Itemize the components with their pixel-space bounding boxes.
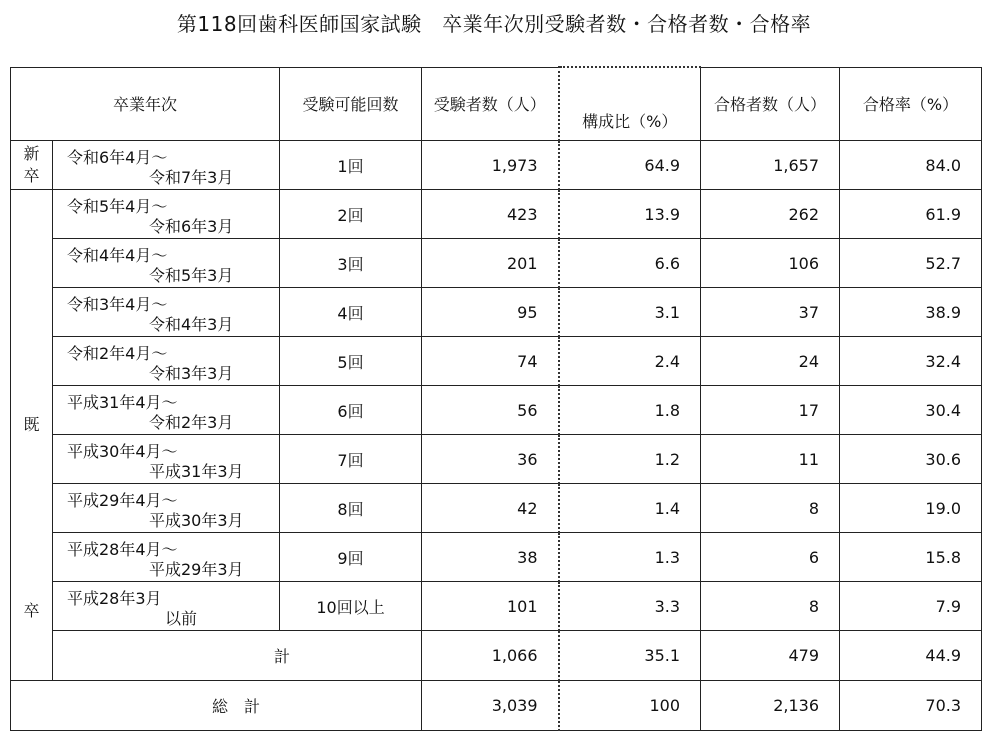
total-row <box>11 681 982 731</box>
attempts-cell: 9回 <box>280 533 422 582</box>
passers-cell: 11 <box>701 435 840 484</box>
ratio-cell: 1.2 <box>559 435 701 484</box>
attempts-cell: 5回 <box>280 337 422 386</box>
pass-rate-cell: 52.7 <box>840 239 982 288</box>
ratio-cell: 6.6 <box>559 239 701 288</box>
examinees-cell: 1,973 <box>422 141 559 190</box>
grad-period <box>53 533 280 582</box>
passers-cell: 8 <box>701 582 840 631</box>
header-examinees: 受験者数（人） <box>422 67 559 141</box>
period-to: 令和5年3月 <box>149 266 234 285</box>
ratio-cell: 3.3 <box>559 582 701 631</box>
header-ratio: 構成比（%） <box>559 67 701 141</box>
period-from: 令和5年4月～ <box>67 197 168 216</box>
period-to: 令和2年3月 <box>149 413 234 432</box>
header-attempts: 受験可能回数 <box>280 67 422 141</box>
grad-period <box>53 288 280 337</box>
passers-cell: 37 <box>701 288 840 337</box>
passers-cell: 17 <box>701 386 840 435</box>
grad-period <box>53 239 280 288</box>
table-row <box>11 484 982 533</box>
period-from: 平成31年4月～ <box>67 393 178 412</box>
group-repeat-grad <box>11 190 53 681</box>
group-new-grad <box>11 141 53 190</box>
examinees-cell: 36 <box>422 435 559 484</box>
pass-rate-cell: 84.0 <box>840 141 982 190</box>
group-repeat-char-2: 卒 <box>23 601 40 620</box>
table-row <box>11 582 982 631</box>
attempts-cell: 3回 <box>280 239 422 288</box>
ratio-cell: 3.1 <box>559 288 701 337</box>
table-row <box>11 386 982 435</box>
period-from: 令和6年4月～ <box>67 148 168 167</box>
subtotal-label: 計 <box>53 631 422 681</box>
passers-cell: 24 <box>701 337 840 386</box>
ratio-cell: 1.3 <box>559 533 701 582</box>
attempts-cell: 4回 <box>280 288 422 337</box>
subtotal-examinees: 1,066 <box>422 631 559 681</box>
period-from: 令和3年4月～ <box>67 295 168 314</box>
total-rate: 70.3 <box>840 681 982 731</box>
subtotal-row <box>11 631 982 681</box>
period-to: 令和6年3月 <box>149 217 234 236</box>
period-to: 平成30年3月 <box>149 511 244 530</box>
period-from: 平成28年4月～ <box>67 540 178 559</box>
examinees-cell: 42 <box>422 484 559 533</box>
header-passers: 合格者数（人） <box>701 67 840 141</box>
period-from: 平成28年3月 <box>67 589 162 608</box>
page-title: 第118回歯科医師国家試験 卒業年次別受験者数・合格者数・合格率 <box>176 12 812 36</box>
table-row <box>11 435 982 484</box>
passers-cell: 8 <box>701 484 840 533</box>
pass-rate-cell: 30.4 <box>840 386 982 435</box>
passers-cell: 106 <box>701 239 840 288</box>
examinees-cell: 423 <box>422 190 559 239</box>
ratio-cell: 2.4 <box>559 337 701 386</box>
subtotal-ratio: 35.1 <box>559 631 701 681</box>
grad-period <box>53 141 280 190</box>
pass-rate-cell: 38.9 <box>840 288 982 337</box>
attempts-cell: 10回以上 <box>280 582 422 631</box>
ratio-cell: 1.8 <box>559 386 701 435</box>
total-passers: 2,136 <box>701 681 840 731</box>
group-repeat-char-1: 既 <box>23 415 40 434</box>
examinees-cell: 201 <box>422 239 559 288</box>
passers-cell: 6 <box>701 533 840 582</box>
table-row <box>11 337 982 386</box>
pass-rate-cell: 15.8 <box>840 533 982 582</box>
grad-period <box>53 582 280 631</box>
ratio-cell: 13.9 <box>559 190 701 239</box>
passers-cell: 1,657 <box>701 141 840 190</box>
examinees-cell: 56 <box>422 386 559 435</box>
group-new-grad-char-2: 卒 <box>23 166 40 185</box>
subtotal-passers: 479 <box>701 631 840 681</box>
total-examinees: 3,039 <box>422 681 559 731</box>
pass-rate-cell: 19.0 <box>840 484 982 533</box>
table-row <box>11 190 982 239</box>
period-to: 以前 <box>165 609 198 628</box>
period-to: 令和4年3月 <box>149 315 234 334</box>
period-from: 令和4年4月～ <box>67 246 168 265</box>
total-ratio: 100 <box>559 681 701 731</box>
period-to: 平成29年3月 <box>149 560 244 579</box>
group-new-grad-char-1: 新 <box>23 144 40 163</box>
attempts-cell: 1回 <box>280 141 422 190</box>
examinees-cell: 74 <box>422 337 559 386</box>
passers-cell: 262 <box>701 190 840 239</box>
grad-period <box>53 435 280 484</box>
pass-rate-cell: 61.9 <box>840 190 982 239</box>
grad-period <box>53 484 280 533</box>
examinees-cell: 101 <box>422 582 559 631</box>
results-table <box>10 66 982 731</box>
header-pass-rate: 合格率（%） <box>840 67 982 141</box>
period-to: 令和3年3月 <box>149 364 234 383</box>
grad-period <box>53 337 280 386</box>
subtotal-rate: 44.9 <box>840 631 982 681</box>
ratio-cell: 64.9 <box>559 141 701 190</box>
attempts-cell: 2回 <box>280 190 422 239</box>
attempts-cell: 7回 <box>280 435 422 484</box>
period-from: 平成29年4月～ <box>67 491 178 510</box>
pass-rate-cell: 30.6 <box>840 435 982 484</box>
period-to: 平成31年3月 <box>149 462 244 481</box>
period-to: 令和7年3月 <box>149 168 234 187</box>
grad-period <box>53 190 280 239</box>
attempts-cell: 8回 <box>280 484 422 533</box>
ratio-cell: 1.4 <box>559 484 701 533</box>
total-label: 総 計 <box>11 681 422 731</box>
period-from: 平成30年4月～ <box>67 442 178 461</box>
table-row <box>11 288 982 337</box>
table-row <box>11 533 982 582</box>
header-grad-year: 卒業年次 <box>11 67 280 141</box>
examinees-cell: 38 <box>422 533 559 582</box>
grad-period <box>53 386 280 435</box>
examinees-cell: 95 <box>422 288 559 337</box>
table-row <box>11 239 982 288</box>
attempts-cell: 6回 <box>280 386 422 435</box>
pass-rate-cell: 7.9 <box>840 582 982 631</box>
pass-rate-cell: 32.4 <box>840 337 982 386</box>
period-from: 令和2年4月～ <box>67 344 168 363</box>
table-row <box>11 141 982 190</box>
header-row <box>11 67 982 141</box>
